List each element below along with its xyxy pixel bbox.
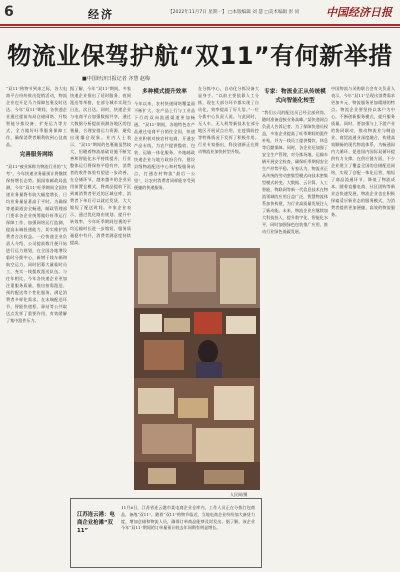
- article-column-4: [198, 85, 259, 245]
- page-header: [0, 0, 400, 26]
- photo-caption-box: [70, 498, 262, 568]
- article-column-2: [70, 85, 131, 493]
- warehouse-photo-illustration: [134, 248, 260, 490]
- article-lead: “双11”购物节到来之际，各大电商平台纷纷推出促销活动，物流企业也开足马力保障包裹及时送达。今年“双11”期间，各快递企业通过提前布局仓储网络、升级智能分拣设备、扩充运力等方式，全力做好旺季服务保障工作，确保消费者顺利收到心仪商品。: [6, 86, 67, 147]
- article-column-3: [134, 85, 195, 245]
- body-text: 在分拣中心，自动化分拣设备大显身手。“以前主要依靠人工分拣，现在大部分环节都实现了自动化，效率提高了好几倍。”一位分拨中心负责人说。与此同时，无人车、无人机等新技术在部分地区开展试点应用，在疫情防控等特殊情况下发挥了积极作用。行业专家指出，科技创新正在推动物流业加快转型升级。: [198, 86, 259, 154]
- body-text: 据了解，今年“双11”期间，多家快递企业推出了延时服务、夜间派送等举措，在部分城市实现当日达、次日达。同时，快递企业与电商平台加强数据共享，通过大数据分析提前预测各地区的包裹量，合理安排运力资源，避免出现爆仓现象。业内人士表示，“双11”期间的包裹量虽然较大，但随着物流基础设施不断完善和智能化水平持续提升，行业整体运行将保持平稳有序，消费者的收件体验有望进一步改善。在仓储环节，越来越多的企业采用前置仓模式，将商品提前下沉到离消费者更近的区域仓库，消费者下单后可以就近发货，大大缩短了配送时间。多家企业表示，通过优化路由规划、提升中转效率，今年旺季期间包裹的平均运输时长进一步缩短，服务质量稳中有升，消费者满意度持续提高。: [70, 86, 131, 245]
- subhead-3: 专家：物流业正从传统模式向智能化转型: [264, 89, 326, 104]
- header-rule: [0, 24, 400, 26]
- article-column-6: [331, 85, 395, 565]
- body-text: 中国物流与采购联合会有关负责人表示，今年“双11”呈现出消费需求更加多元、物流服务更加精细的特点。物流企业要坚持以客户为中心，不断创新服务模式，提升服务质量。同时，要加强与上下游产业的协同联动，推动物流业与制造业、商贸流通业深度融合，构建高效顺畅的现代物流体系，为畅通国内大循环、促进国内国际双循环提供有力支撑。在供应链方面，不少企业建立了覆盖全国的仓储配送网络，实现了仓配一体化运营，缩短了商品流通环节，降低了物流成本。随着直播电商、社区团购等新业态快速发展，物流企业也在积极探索适应新业态的服务模式，为消费者提供更加便捷、高效的物流服务。: [331, 86, 395, 217]
- caption-title: 江苏连云港：电商企业抢滩“双11”: [77, 512, 115, 534]
- article-byline: ■中国经济日报记者 齐慧 赵梅: [82, 76, 150, 82]
- article-column-5: [262, 85, 328, 565]
- subhead-1: 完善服务网络: [19, 152, 54, 158]
- subhead-2: 多种模式提升效率: [142, 89, 187, 95]
- photo-credit: 人民网/摄: [230, 492, 248, 497]
- article-headline: 物流业保驾护航“双11”有何新举措: [7, 42, 393, 70]
- caption-text: 11月6日，江苏省连云港市某电商企业仓库内，工作人员正在分拣打包商品，备战“双11”。随着“双11”购物节临近，当地电商企业纷纷加大备货力度，增加仓储和物流人员，确保订单商品能够及时发出。据了解，该企业今年“双11”期间的订单量预计较去年同期有明显增长。: [121, 505, 255, 531]
- article-column-1: [6, 85, 67, 565]
- body-text: 今年以来，农村快递网络覆盖面不断扩大，农产品上行与工业品下行的双向流通渠道更加畅通。“双11”期间，各地特色农产品通过电商平台销往全国，快递企业积极对接农村电商，开通农产品专线，为农户提供揽收、包装、运输一体化服务。多地邮政快递企业与地方政府合作，建设县级物流配送中心和村级服务站点，打通农村物流“最后一公里”，让农村消费者同样能享受到便捷的快递服务。: [134, 101, 195, 190]
- body-text: “我们公司的配送员已经全部到岗，随时准备迎接业务高峰。”某快递网点负责人告诉记者。为了保障快递员权益，多家企业提高了旺季期间的派件补贴，并为一线员工提供餐饮、休息等后勤保障。同时，各企业还加强了安全生产管理，对分拣场地、运输车辆开展安全检查，确保旺季期间安全生产形势平稳。专家认为，物流业正从传统的劳动密集型模式向技术密集型模式转变。大数据、云计算、人工智能、物联网等新一代信息技术在物流领域的应用日益广泛，智慧物流体系加快构建，为行业高质量发展注入了新动能。未来，物流企业应继续加大科技投入，提升数字化、智能化水平，同时加强绿色包装推广应用，推动行业绿色低碳发展。: [262, 110, 328, 234]
- page-number: 6: [4, 4, 14, 20]
- body-text: “双11”被业界称为物流行业的“大考”，今年快递业务量预计将继续保持增长态势。据国家邮政局监测，今年“双11”旺季期间全国快递业务量将有较大幅度增长，日均业务量显著高于平时。为确保寄递渠道安全畅通，邮政管理部门要求各企业统筹做好旺季运行保障工作，加强网络运行监测，提高末端投递能力，切实维护消费者合法权益。一位快递企业负责人介绍，公司提前数月便开始进行运力规划，在全国各地增设临时分拨中心，新增干线车辆和航空运力，同时招募大量临时员工，充实一线揽收派送队伍。与往年相比，今年各快递企业更加注重服务质量，推出按需派送、预约配送等个性化服务，满足消费者多样化需求。在末端配送环节，智能快递柜、驿站等公共取送点发挥了重要作用，有效缓解了集中派件压力。: [6, 164, 67, 323]
- dateline: 【2022年11月7日 星期一】 □本版编辑 刘 慧 □美术编辑 彭 同: [168, 10, 300, 15]
- news-photo: [134, 248, 260, 490]
- section-name: 经济: [88, 8, 114, 21]
- header-rule-thin: [0, 27, 400, 28]
- masthead-logo: 中国经济日报: [326, 6, 392, 19]
